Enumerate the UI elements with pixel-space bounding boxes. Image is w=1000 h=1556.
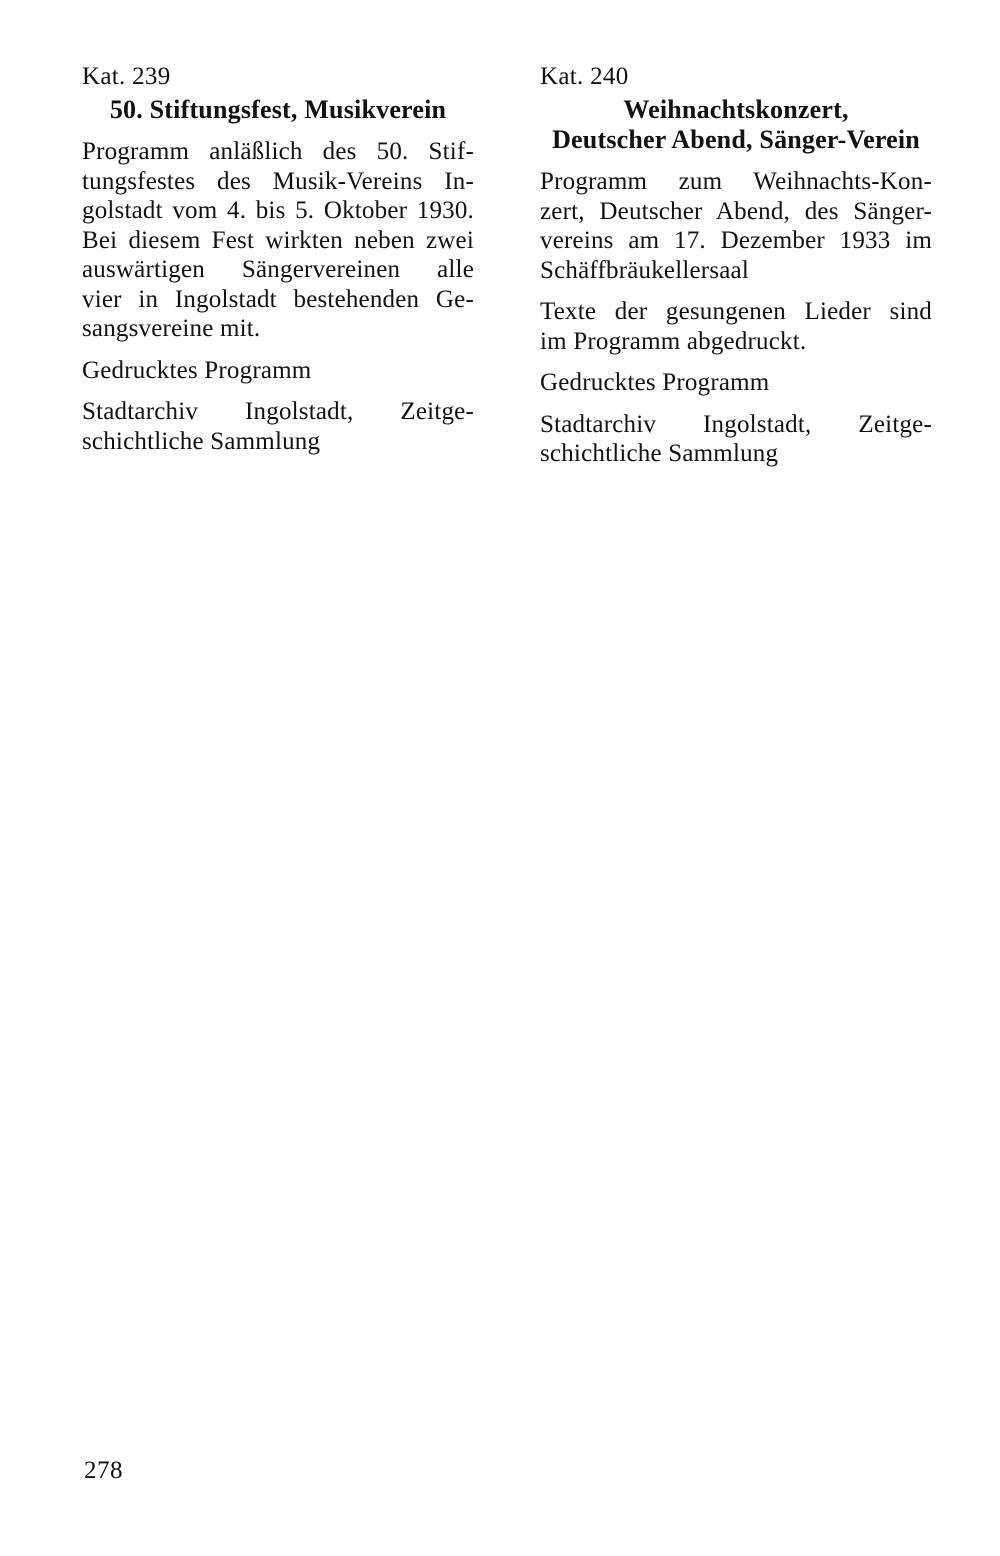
description-line: vier in Ingolstadt bestehenden Ge- — [82, 285, 474, 313]
description-line: Programm anläßlich des 50. Stif- — [82, 138, 474, 165]
description-line: sangsvereine mit. — [82, 315, 261, 342]
object-type-text: Gedrucktes Programm — [82, 356, 312, 384]
source-reference — [82, 397, 474, 456]
entry-description — [540, 167, 932, 285]
object-type-text: Gedrucktes Programm — [540, 369, 770, 396]
description-line: Programm zum Weihnachts-Kon- — [540, 168, 932, 195]
entry-description — [82, 137, 474, 344]
description-line: golstadt vom 4. bis 5. Oktober 1930. — [82, 197, 474, 224]
source-line: schichtliche Sammlung — [540, 440, 779, 467]
description-line: tungsfestes des Musik-Vereins In- — [82, 167, 474, 195]
page-number: 278 — [84, 1457, 123, 1484]
note-line: im Programm abgedruckt. — [540, 327, 807, 355]
object-type — [82, 356, 474, 386]
object-type — [540, 368, 932, 398]
entry-title-line: 50. Stiftungsfest, Musikverein — [109, 95, 447, 124]
note-line: Texte der gesungenen Lieder sind — [540, 298, 932, 325]
entry-title-line: Weihnachtskonzert, — [623, 95, 849, 124]
entry-title — [82, 95, 474, 125]
catalog-entry-240 — [540, 62, 932, 481]
catalog-number: Kat. 240 — [540, 63, 629, 90]
description-line: zert, Deutscher Abend, des Sänger- — [540, 197, 932, 225]
description-line: auswärtigen Sängervereinen alle — [82, 256, 474, 283]
catalog-number: Kat. 239 — [82, 63, 171, 90]
entry-title-line: Deutscher Abend, Sänger-Verein — [552, 125, 920, 154]
entry-note — [540, 297, 932, 356]
description-line: Bei diesem Fest wirkten neben zwei — [82, 226, 474, 254]
description-line: vereins am 17. Dezember 1933 im — [540, 227, 932, 254]
source-reference — [540, 410, 932, 469]
source-line: Stadtarchiv Ingolstadt, Zeitge- — [540, 410, 932, 438]
source-line: Stadtarchiv Ingolstadt, Zeitge- — [82, 398, 474, 425]
source-line: schichtliche Sammlung — [82, 427, 321, 455]
description-line: Schäffbräukellersaal — [540, 256, 749, 284]
catalog-entry-239 — [82, 62, 474, 468]
entry-title — [540, 95, 932, 155]
